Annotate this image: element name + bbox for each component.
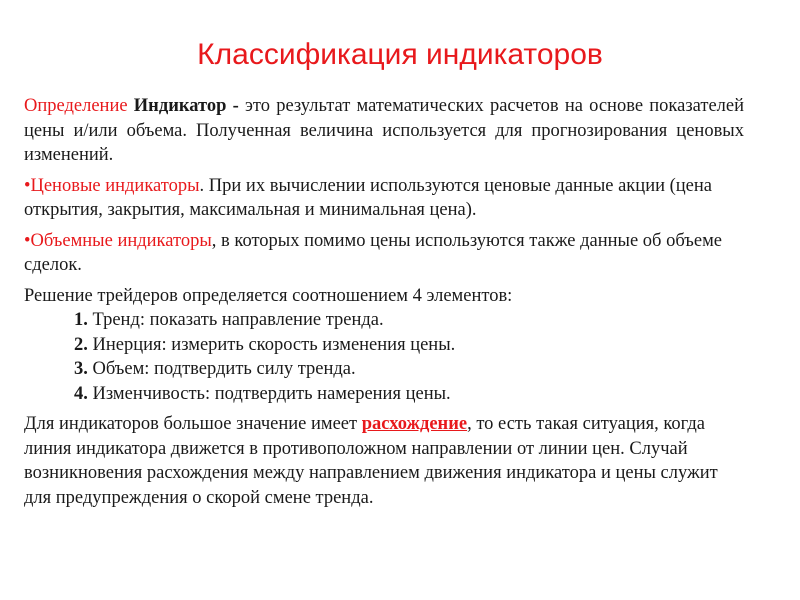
volume-indicators-text: , в которых помимо цены используются также данные об объеме сделок. bbox=[24, 230, 722, 275]
list-item-text: Тренд: показать направление тренда. bbox=[87, 310, 384, 330]
list-item-text: Объем: подтвердить силу тренда. bbox=[87, 359, 356, 379]
divergence-text-after: , то есть такая ситуация, когда линия индикатора движется в противоположном направлении от линии цен. Случай возникновения расхождения между направлением движения индикатора и цены служит для предупреждения о скорой смене тренда. bbox=[24, 414, 718, 508]
divergence-term: расхождение bbox=[361, 414, 468, 434]
list-item-text: Изменчивость: подтвердить намерения цены. bbox=[87, 383, 451, 404]
volume-indicators-paragraph bbox=[24, 229, 744, 278]
definition-paragraph bbox=[24, 94, 744, 168]
list-item-number: 1. bbox=[74, 310, 88, 330]
list-item-number: 3. bbox=[74, 359, 88, 379]
divergence-text-before: Для индикаторов большое значение имеет bbox=[24, 414, 362, 434]
volume-indicators-label: Объемные индикаторы bbox=[30, 230, 212, 251]
definition-label: Определение bbox=[24, 96, 128, 116]
price-indicators-paragraph bbox=[24, 174, 744, 223]
list-item bbox=[24, 382, 744, 407]
divergence-paragraph bbox=[24, 412, 744, 510]
definition-text: это результат математических расчетов на основе показателей цены и/или объема. Полученная величина используется для прогнозирования ценовых изменений. bbox=[24, 96, 744, 165]
slide-body bbox=[24, 94, 744, 516]
list-item-number: 4. bbox=[74, 383, 88, 404]
price-indicators-label: Ценовые индикаторы bbox=[30, 175, 200, 196]
slide-title: Классификация индикаторов bbox=[197, 38, 603, 71]
list-item bbox=[24, 333, 744, 358]
list-item-text: Инерция: измерить скорость изменения цены. bbox=[87, 334, 456, 355]
list-item-number: 2. bbox=[74, 334, 88, 355]
definition-term: Индикатор - bbox=[133, 96, 239, 116]
bullet-icon: • bbox=[24, 230, 31, 251]
elements-list bbox=[24, 308, 744, 406]
bullet-icon: • bbox=[24, 175, 31, 196]
list-item bbox=[24, 357, 744, 382]
price-indicators-text: . При их вычислении используются ценовые данные акции (цена открытия, закрытия, максимальная и минимальная цена). bbox=[24, 175, 713, 220]
list-item bbox=[24, 308, 744, 333]
decision-paragraph: Решение трейдеров определяется соотношением 4 элементов: bbox=[24, 285, 513, 306]
